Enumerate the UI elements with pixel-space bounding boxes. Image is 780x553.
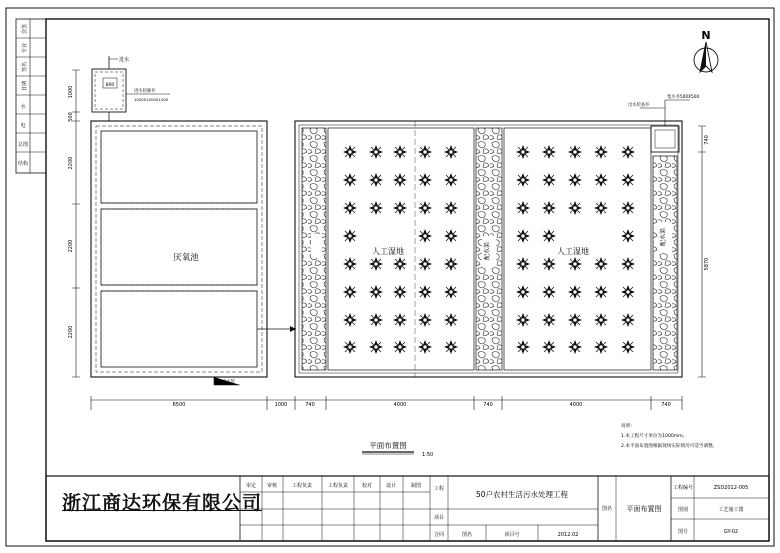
anaerobic-chamber [101,291,257,367]
category-label: 图别 [677,507,689,513]
north-arrow [694,29,718,72]
anaerobic-chamber [101,131,257,203]
sub-label: 图名 [461,532,473,538]
sheet-no-label: 图号 [677,529,689,535]
category: 工艺施工图 [718,507,744,513]
dim-right-top: 740 [704,135,710,145]
project-no-label: 项目号 [504,532,520,538]
dim-bottom: 4000 [393,402,407,408]
notes-title: 说明： [621,424,635,429]
role-cell: 工程负责 [291,483,313,489]
side-stamp-cell: 水 [20,104,26,110]
dim-left: 2200 [68,239,74,253]
date-value: 2012.02 [557,532,579,538]
content-label: 图名 [601,506,613,512]
dim-bottom: 740 [483,402,493,408]
dim-bottom: 1000 [274,402,288,408]
dim-bottom: 740 [661,402,671,408]
anaerobic-label: 厌氧池 [173,253,199,263]
gravel-strip-right [653,156,677,370]
wetland-label-1: 人工湿地 [372,247,404,256]
side-stamp-cell: 结构 [17,161,29,167]
distribution-label-2: 配水渠 [660,227,667,247]
drawing-no-label: 工程编号 [672,485,694,491]
drawing-title-name: 平面布置图 [369,441,407,450]
drawing-no: ZSD2012-005 [713,485,749,491]
side-stamp-cell: 专业 [22,42,28,54]
sheet-title: 平面布置图 [626,505,662,513]
notes [621,422,717,449]
inlet-pipe-label: 进水检修井 [134,89,156,94]
contract-label: 合同 [433,532,445,538]
dim-left: 1000 [68,85,74,99]
anaerobic-chamber [101,209,257,285]
dim-left: 2200 [68,325,74,339]
side-stamp-cell: 会签 [22,23,28,35]
inlet-manhole [92,56,170,121]
manhole-size-label: 1000X1000X1000 [134,97,169,102]
drawing-title-scale: 1:50 [422,452,434,458]
side-stamp-cell: 电 [20,123,26,129]
dim-right-main: 5870 [704,257,710,271]
drawing-title [362,440,433,458]
left-dimensions [68,70,80,377]
notes-item: 2.本平面布置图根据现场实际情况可适当调整。 [621,444,718,449]
project-name: 50户农村生活污水处理工程 [475,490,569,499]
collection-well [628,93,700,152]
role-cell: 设计 [385,483,397,489]
stage-label: 项目 [433,515,445,521]
role-cell: 校对 [361,483,373,489]
role-cell: 审核 [266,483,278,489]
notes-item: 1.本工程尺寸单位为1000mm。 [621,434,688,439]
dim-bottom: 4000 [569,402,583,408]
role-cell: 审定 [245,483,257,489]
side-stamp-cell: 签名 [22,61,28,73]
company-name: 浙江商达环保有限公司 [62,492,263,514]
sheet-no: GY-02 [723,529,739,535]
anaerobic-tank [91,121,296,385]
right-dimensions [698,126,710,377]
outlet-pipe-label: 出水管 [222,380,235,385]
north-label: N [701,29,711,42]
bottom-dimensions [91,396,682,410]
outlet-well-label: 出水检查井 [628,103,650,108]
inlet-label: 进水 [119,57,130,63]
project-label: 工程 [433,486,445,492]
wetland-label-2: 人工湿地 [557,247,589,256]
dim-bottom: 6500 [172,402,186,408]
role-cell: 工程负责 [327,483,349,489]
distribution-label-1: 配水渠 [484,241,491,261]
wetland-system [295,121,682,377]
role-cell: 制图 [410,483,422,489]
dim-left: 500 [68,112,74,122]
side-stamp [16,19,46,173]
dim-left: 2200 [68,156,74,170]
side-stamp-cell: 总图 [17,142,29,148]
outlet-size-label: 集水井500X500 [667,95,700,100]
inlet-box-dim: 800 [105,83,115,88]
side-stamp-cell: 日期 [22,80,28,92]
dim-bottom: 740 [305,402,315,408]
